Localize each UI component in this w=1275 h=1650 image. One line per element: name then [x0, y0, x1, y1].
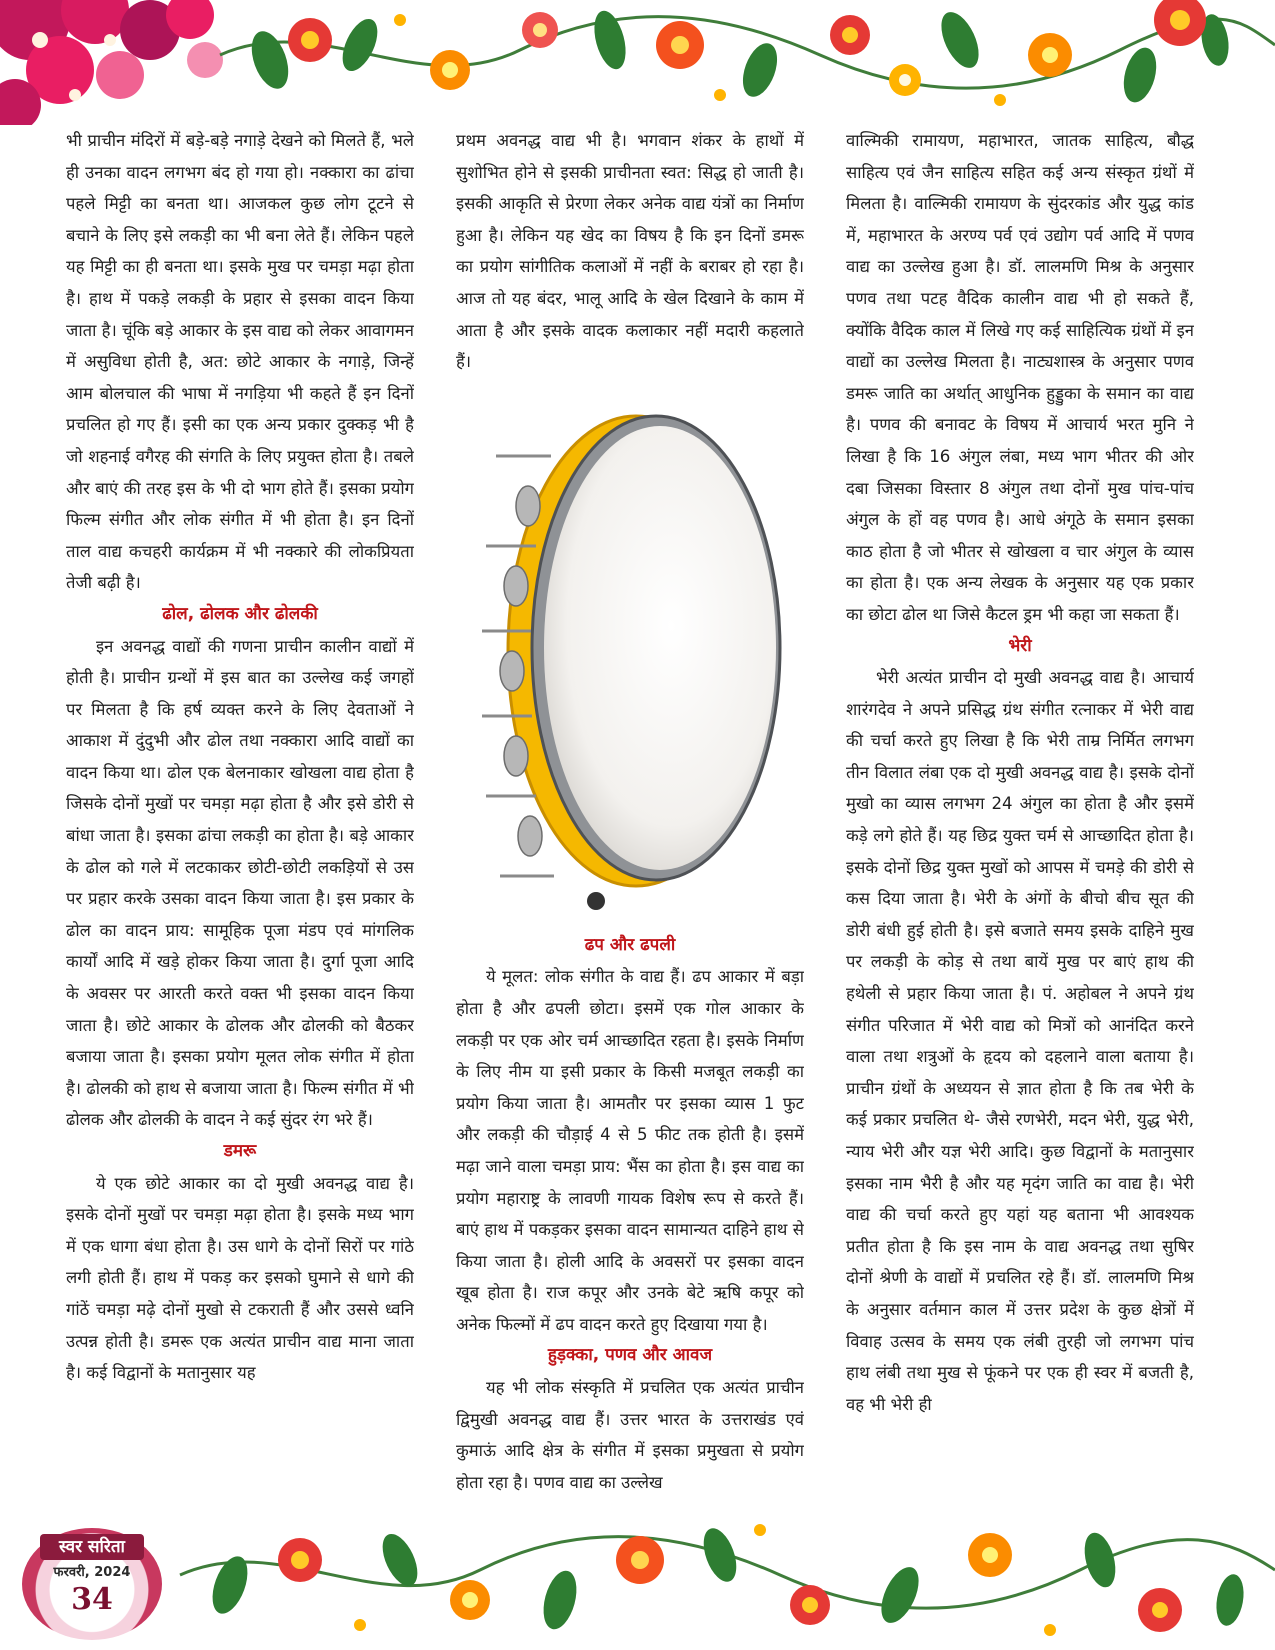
section-heading-damru: डमरू — [223, 1141, 257, 1161]
section-heading-hudakka: हुड़क्का, पणव और आवज — [547, 1345, 713, 1366]
floral-vine-border-icon — [0, 1500, 1275, 1650]
issue-date: फरवरी, 2024 — [53, 1565, 131, 1580]
text-column-2 — [456, 125, 804, 1510]
paragraph-panav: वाल्मिकी रामायण, महाभारत, जातक साहित्य, बौद्ध साहित्य एवं जैन साहित्य सहित कई अन्य संस्कृत ग्रंथों में मिलता है। वाल्मिकी रामायण के सुंदरकांड और युद्ध कांड में, महाभारत के अरण्य पर्व एवं उद्योग पर्व आदि में पणव वाद्य का उल्लेख हुआ है। डॉ. लालमणि मिश्र के अनुसार पणव तथा पटह वैदिक कालीन वाद्य भी हो सकते हैं, क्योंकि वैदिक काल में लिखे गए कई साहित्यिक ग्रंथों में इन वाद्यों का उल्लेख मिलता है। नाट्यशास्त्र के अनुसार पणव डमरू जाति का अर्थात् आधुनिक हुड्डुका के समान का वाद्य है। पणव की बनावट के विषय में आचार्य भरत मुनि ने लिखा है कि 16 अंगुल लंबा, मध्य भाग भीतर की ओर दबा जिसका विस्तार 8 अंगुल तथा दोनों मुख पांच-पांच अंगुल के हों वह पणव है। आधे अंगूठे के समान इसका काठ होता है जो भीतर से खोखला व चार अंगुल के व्यास का होता है। एक अन्य लेखक के अनुसार यह एक प्रकार का छोटा ढोल था जिसे कैटल ड्रम भी कहा जा सकता हैं। — [846, 131, 1194, 624]
section-heading-dhol: ढोल, ढोलक और ढोलकी — [162, 603, 318, 624]
text-column-1 — [66, 125, 414, 1510]
frame-drum-icon — [456, 386, 804, 926]
paragraph-damru: ये एक छोटे आकार का दो मुखी अवनद्ध वाद्य है। इसके दोनों मुखों पर चमड़ा मढ़ा होता है। इसके मध्य भाग में एक धागा बंधा होता है। उस धागे के दोनों सिरों पर गांठे लगी होती हैं। हाथ में पकड़ कर इसको घुमाने से धागे की गांठें चमड़ा मढ़े दोनों मुखो से टकराती हैं और उससे ध्वनि उत्पन्न होती है। डमरू एक अत्यंत प्राचीन वाद्य माना जाता है। कई विद्वानों के मतानुसार यह — [66, 1173, 414, 1383]
magazine-name: स्वर सरिता — [40, 1534, 144, 1560]
daf-drum-image — [456, 386, 804, 926]
paragraph-dhap: ये मूलत: लोक संगीत के वाद्य हैं। ढप आकार में बड़ा होता है और ढपली छोटा। इसमें एक गोल आकार के लकड़ी पर एक ओर चर्म आच्छादित रहता है। इसके निर्माण के लिए नीम या इसी प्रकार के किसी मजबूत लकड़ी का प्रयोग किया जाता है। आमतौर पर इसका व्यास 1 फुट और लकड़ी की चौड़ाई 4 से 5 फीट तक होती है। इसमें मढ़ा जाने वाला चमड़ा प्राय: भैंस का होता है। इस वाद्य का प्रयोग महाराष्ट्र के लावणी गायक विशेष रूप से करते हैं। बाएं हाथ में पकड़कर इसका वादन सामान्यत दाहिने हाथ से किया जाता है। होली आदि के अवसरों पर इसका वादन खूब होता है। राज कपूर और उनके बेटे ऋषि कपूर को अनेक फिल्मों में ढप वादन करते हुए दिखाया गया है। — [456, 967, 804, 1334]
paragraph-nakkara: भी प्राचीन मंदिरों में बड़े-बड़े नगाड़े देखने को मिलते हैं, भले ही उनका वादन लगभग बंद हो गया हो। नक्कारा का ढांचा पहले मिट्टी का बनता था। आजकल कुछ लोग टूटने से बचाने के लिए इसे लकड़ी का भी बना लेते हैं। लेकिन पहले यह मिट्टी का ही बनता था। इसके मुख पर चमड़ा मढ़ा होता है। हाथ में पकड़े लकड़ी के प्रहार से इसका वादन किया जाता है। चूंकि बड़े आकार के इस वाद्य को लेकर आवागमन में असुविधा होती है, अत: छोटे आकार के नगाड़े, जिन्हें आम बोलचाल की भाषा में नगड़िया भी कहते हैं इन दिनों प्रचलित हो गए हैं। इसी का एक अन्य प्रकार दुक्कड़ भी है जो शहनाई वगैरह की संगति के लिए प्रयुक्त होता है। तबले और बाएं की तरह इस के भी दो भाग होते हैं। इसका प्रयोग फिल्म संगीत और लोक संगीत में भी होता है। इन दिनों ताल वाद्य कचहरी कार्यक्रम में भी नक्कारे की लोकप्रियता तेजी बढ़ी है। — [66, 131, 414, 593]
paragraph-damru-continued: प्रथम अवनद्ध वाद्य भी है। भगवान शंकर के हाथों में सुशोभित होने से इसकी प्राचीनता स्वत: सिद्ध हो जाती है। इसकी आकृति से प्रेरणा लेकर अनेक वाद्य यंत्रों का निर्माण हुआ है। लेकिन यह खेद का विषय है कि इन दिनों डमरू का प्रयोग सांगीतिक कलाओं में नहीं के बराबर हो रहा है। आज तो यह बंदर, भालू आदि के खेल दिखाने के काम में आता है और इसके वादक कलाकार नहीं मदारी कहलाते हैं। — [456, 131, 804, 372]
bougainvillea-corner-icon — [0, 0, 223, 125]
section-heading-dhap: ढप और ढपली — [584, 934, 676, 955]
paragraph-hudakka: यह भी लोक संस्कृति में प्रचलित एक अत्यंत प्राचीन द्विमुखी अवनद्ध वाद्य हैं। उत्तर भारत के उत्तराखंड एवं कुमाऊं आदि क्षेत्र के संगीत में इसका प्रमुखता से प्रयोग होता रहा है। पणव वाद्य का उल्लेख — [456, 1378, 804, 1492]
magazine-badge — [18, 1498, 166, 1646]
bottom-floral-border — [0, 1500, 1275, 1650]
text-column-3 — [846, 125, 1194, 1510]
page-number: 34 — [71, 1582, 113, 1617]
paragraph-bheri: भेरी अत्यंत प्राचीन दो मुखी अवनद्ध वाद्य है। आचार्य शारंगदेव ने अपने प्रसिद्ध ग्रंथ संगीत रत्नाकर में भेरी वाद्य की चर्चा करते हुए लिखा है कि भेरी ताम्र निर्मित लगभग तीन विलात लंबा एक दो मुखी अवनद्ध वाद्य है। इसके दोनों मुखो का व्यास लगभग 24 अंगुल का होता है और इसमें कड़े लगे होते हैं। यह छिद्र युक्त चर्म से आच्छादित होता है। इसके दोनों छिद्र युक्त मुखों को आपस में चमड़े की डोरी से कस दिया जाता है। भेरी के अंगों के बीचो बीच सूत की डोरी बंधी हुई होती है। इसे बजाते समय इसके दाहिने मुख पर लकड़ी के कोड़ से तथा बायें मुख पर बाएं हाथ की हथेली से प्रहार किया जाता है। पं. अहोबल ने अपने ग्रंथ संगीत परिजात में भेरी वाद्य को मित्रों को आनंदित करने वाला तथा शत्रुओं के हृदय को दहलाने वाला बताया है। प्राचीन ग्रंथों के अध्ययन से ज्ञात होता है कि तब भेरी के कई प्रकार प्रचलित थे- जैसे रणभेरी, मदन भेरी, युद्ध भेरी, न्याय भेरी और यज्ञ भेरी आदि। कुछ विद्वानों के मतानुसार इसका नाम भैरी है और यह मृदंग जाति का वाद्य है। भेरी वाद्य की चर्चा करते हुए यहां यह बताना भी आवश्यक प्रतीत होता है कि इस नाम के वाद्य अवनद्ध तथा सुषिर दोनों श्रेणी के वाद्यों में प्रचलित रहे हैं। डॉ. लालमणि मिश्र के अनुसार वर्तमान काल में उत्तर प्रदेश के कुछ क्षेत्रों में विवाह उत्सव के समय एक लंबी तुरही जो लगभग पांच हाथ लंबी तथा मुख से फूंकने पर एक ही स्वर में बजती है, वह भी भेरी ही — [846, 668, 1194, 1414]
paragraph-dhol: इन अवनद्ध वाद्यों की गणना प्राचीन कालीन वाद्यों में होती है। प्राचीन ग्रन्थों में इस बात का उल्लेख कई जगहों पर मिलता है कि हर्ष व्यक्त करने के लिए देवताओं ने आकाश में दुंदुभी और ढोल तथा नक्कारा आदि वाद्यों का वादन किया था। ढोल एक बेलनाकार खोखला वाद्य होता है जिसके दोनों मुखों पर चमड़ा मढ़ा होता है और इसे डोरी से बांधा जाता है। इसका ढांचा लकड़ी का होता है। बड़े आकार के ढोल को गले में लटकाकर छोटी-छोटी लकड़ियों से उस पर प्रहार करके उसका वादन किया जाता है। इस प्रकार के ढोल का वादन प्राय: सामूहिक पूजा मंडप एवं मांगलिक कार्यों आदि में खड़े होकर किया जाता है। दुर्गा पूजा आदि के अवसर पर आरती करते वक्त भी इसका वादन किया जाता है। छोटे आकार के ढोलक और ढोलकी को बैठकर बजाया जाता है। इसका प्रयोग मूलत लोक संगीत में होता है। ढोलकी को हाथ से बजाया जाता है। फिल्म संगीत में भी ढोलक और ढोलकी के वादन ने कई सुंदर रंग भरे हैं। — [66, 636, 414, 1130]
top-floral-border — [0, 0, 1275, 125]
section-heading-bheri: भेरी — [1008, 635, 1032, 656]
floral-vine-border-icon — [0, 0, 1275, 125]
